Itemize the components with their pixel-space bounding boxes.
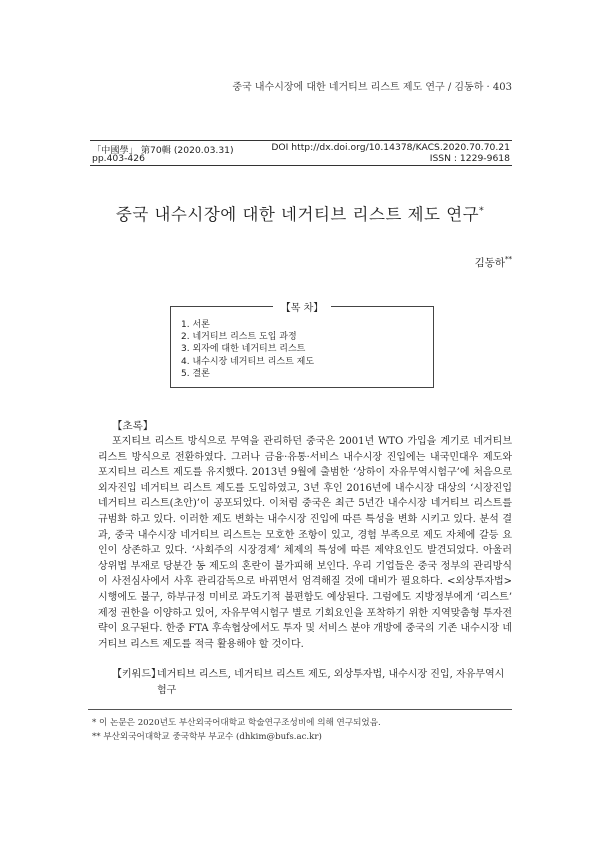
- toc-item: 5. 결론: [181, 368, 210, 379]
- page-range: pp.403-426: [92, 153, 145, 164]
- keywords-label: 【키워드】: [112, 669, 161, 680]
- paper-title: [60, 201, 540, 225]
- toc-heading: 【목 차】: [273, 303, 332, 314]
- toc-item: 1. 서론: [181, 320, 210, 330]
- toc-item: 4. 내수시장 네거티브 리스트 제도: [181, 356, 315, 367]
- keywords-text: 네거티브 리스트, 네거티브 리스트 제도, 외상투자법, 내수시장 진입, 자유무역시험구: [157, 669, 505, 696]
- author-footnote-mark: **: [505, 255, 512, 264]
- journal-citation: 「中國學」 第70輯 (2020.03.31): [92, 145, 234, 156]
- keywords: [112, 667, 512, 699]
- abstract-body: [98, 434, 512, 652]
- author-name: 김동하: [474, 257, 505, 269]
- footnote-author: ** 부산외국어대학교 중국학부 부교수 (dhkim@bufs.ac.kr): [92, 732, 322, 742]
- toc-list: [181, 319, 314, 380]
- abstract-text: 포지티브 리스트 방식으로 무역을 관리하던 중국은 2001년 WTO 가입을 계기로 네거티브 리스트 방식으로 전환하였다. 그러나 금융·유통·서비스 내수시장 진입에는 내국민대우 제도와 포지티브 리스트 제도를 유지했다. 2013년 9월에 출범한 ‘상하이 자유무역시험구’에 처음으로 외자진입 네거티브 리스트 제도를 도입하였고, 3년 후인 2016년에 내수시장 대상의 ‘시장진입 네거티브 리스트(초안)’이 공포되었다. 이처럼 중국은 최근 5년간 내수시장 네거티브 리스트를 규범화 하고 있다. 이러한 제도 변화는 내수시장 진입에 따른 특성을 변화 시키고 있다. 분석 결과, 중국 내수시장 네거티브 리스트는 모호한 조항이 있고, 경험 부족으로 제도 자체에 갈등 요인이 상존하고 있다. ‘사회주의 시장경제’ 체제의 특성에 따른 제약요인도 발견되었다. 아울러 상위법 부재로 당분간 동 제도의 혼란이 불가피해 보인다. 우리 기업들은 중국 정부의 관리방식이 사전심사에서 사후 관리감독으로 바뀌면서 엄격해질 것에 대비가 필요하다. <외상투자법> 시행에도 불구, 하부규정 미비로 과도기적 불편함도 예상된다. 그럼에도 지방정부에게 ‘리스트’ 제정 권한을 이양하고 있어, 자유무역시험구 별로 기회요인을 포착하기 위한 지역맞춤형 투자전략이 요구된다. 한중 FTA 후속협상에서도 투자 및 서비스 분야 개방에 중국의 기존 내수시장 네거티브 리스트 제도를 적극 활용해야 할 것이다.: [98, 436, 512, 650]
- table-of-contents: [170, 303, 434, 388]
- issn: ISSN : 1229-9618: [429, 153, 510, 164]
- title-footnote-mark: *: [479, 206, 485, 217]
- footnote-divider: [88, 709, 512, 710]
- doi-link[interactable]: DOI http://dx.doi.org/10.14378/KACS.2020.70.70.21: [271, 142, 510, 153]
- author: [90, 255, 512, 270]
- toc-item: 3. 외자에 대한 네거티브 리스트: [181, 344, 306, 355]
- abstract-label: 【초록】: [112, 420, 154, 432]
- journal-info-box: [90, 140, 512, 166]
- toc-item: 2. 네거티브 리스트 도입 과정: [181, 332, 297, 343]
- footnote-funding: * 이 논문은 2020년도 부산외국어대학교 학술연구조성비에 의해 연구되었음.: [92, 718, 381, 728]
- paper-title-text: 중국 내수시장에 대한 네거티브 리스트 제도 연구: [115, 205, 480, 224]
- running-header: 중국 내수시장에 대한 네거티브 리스트 제도 연구 / 김동하 · 403: [232, 82, 512, 93]
